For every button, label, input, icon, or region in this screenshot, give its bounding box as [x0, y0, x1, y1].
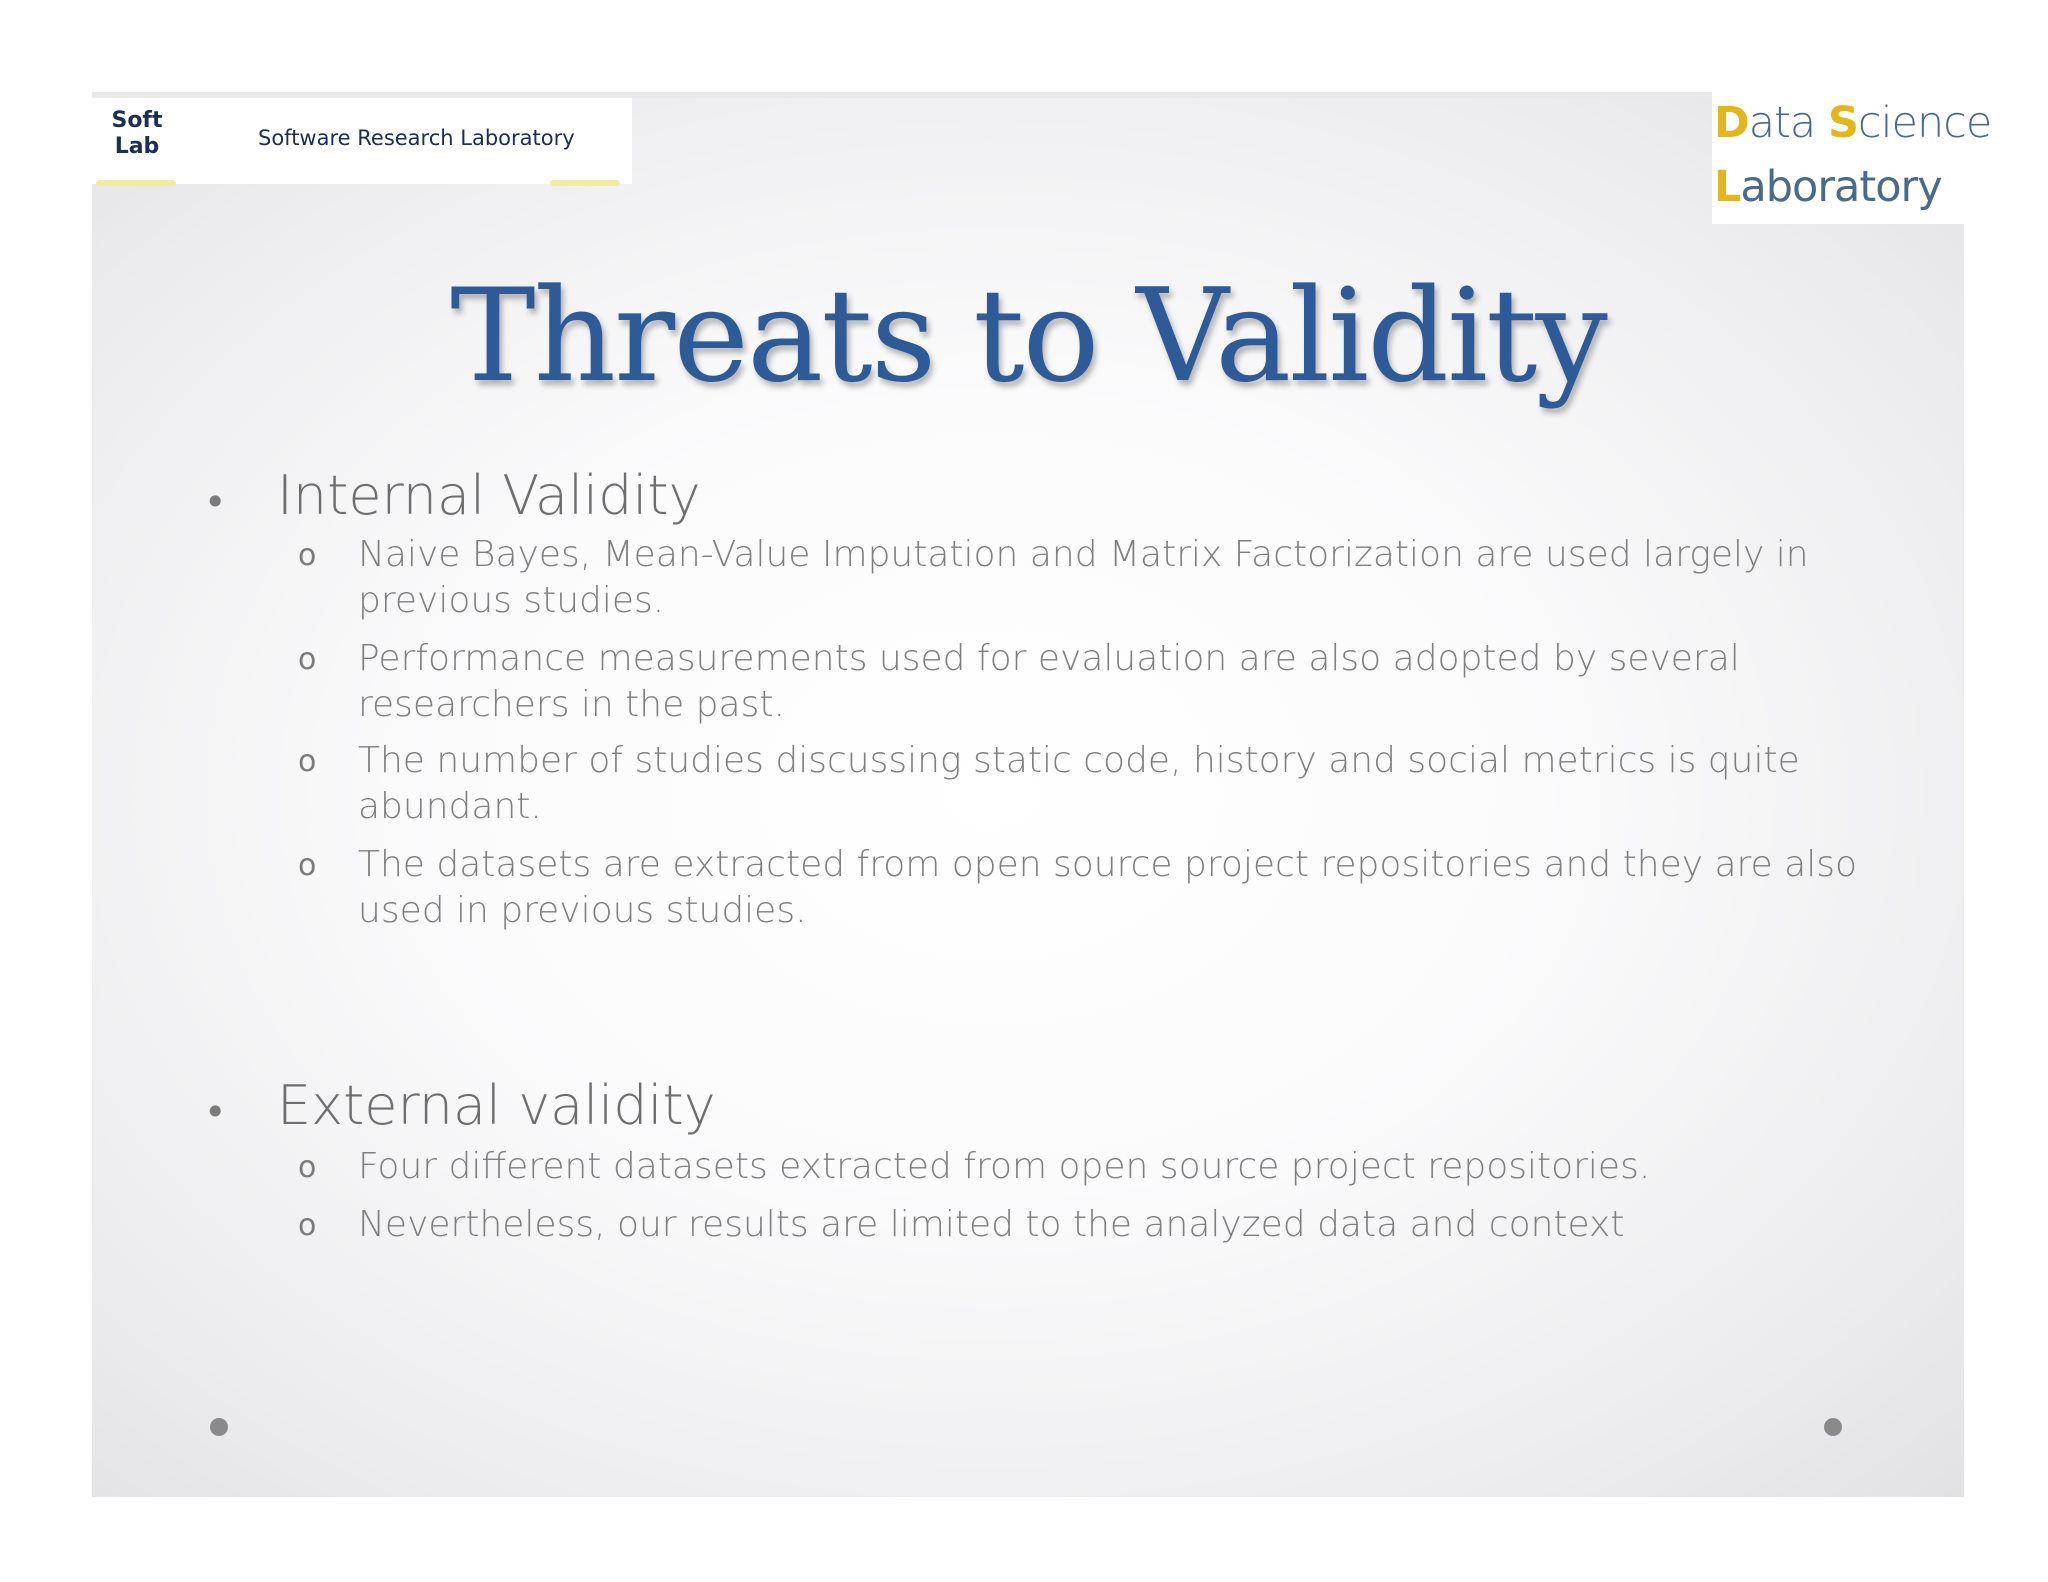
softlab-logo: [92, 98, 632, 184]
dsl-logo-line2: [1714, 162, 1942, 212]
list-item-text: Four different datasets extracted from open source project repositories.: [358, 1146, 1651, 1187]
section-bullet: •: [204, 480, 227, 524]
list-item-marker: o: [298, 1208, 317, 1243]
softlab-mark-line2: Lab: [114, 134, 160, 159]
list-item-text: The number of studies discussing static code, history and social metrics is quite abundant.: [358, 740, 1800, 827]
dsl-logo-line1: [1714, 98, 1991, 148]
softlab-underline-right: [550, 180, 620, 186]
softlab-mark-line1: Soft: [111, 108, 163, 133]
list-item-marker: o: [298, 848, 317, 883]
dsl-text-aboratory: aboratory: [1740, 162, 1942, 212]
dsl-text-cience: cience: [1857, 98, 1992, 148]
softlab-name: Software Research Laboratory: [258, 126, 575, 150]
list-item-text: Naive Bayes, Mean-Value Imputation and Matrix Factorization are used largely in previous studies.: [358, 534, 1809, 621]
list-item-marker: o: [298, 1150, 317, 1185]
section-bullet: •: [204, 1090, 227, 1134]
slide: [92, 92, 1992, 1497]
list-item-text: Performance measurements used for evaluation are also adopted by several researchers in the past.: [358, 638, 1740, 725]
section-heading: External validity: [277, 1074, 716, 1137]
dsl-text-ata: ata: [1748, 98, 1828, 148]
section-heading: Internal Validity: [277, 464, 701, 527]
list-item-text: Nevertheless, our results are limited to the analyzed data and context: [358, 1204, 1625, 1245]
softlab-underline-left: [96, 180, 176, 186]
decorative-dot-right: [1824, 1418, 1842, 1436]
softlab-mark: [102, 108, 172, 160]
dsl-letter-l: L: [1714, 162, 1741, 212]
dsl-letter-d: D: [1714, 98, 1749, 148]
list-item-text: The datasets are extracted from open source project repositories and they are also used in previous studies.: [358, 844, 1857, 931]
list-item-marker: o: [298, 642, 317, 677]
slide-title: Threats to Validity: [450, 262, 1606, 411]
list-item-marker: o: [298, 538, 317, 573]
list-item-marker: o: [298, 744, 317, 779]
decorative-dot-left: [210, 1418, 228, 1436]
data-science-lab-logo: [1712, 92, 1992, 224]
dsl-letter-s: S: [1827, 98, 1858, 148]
